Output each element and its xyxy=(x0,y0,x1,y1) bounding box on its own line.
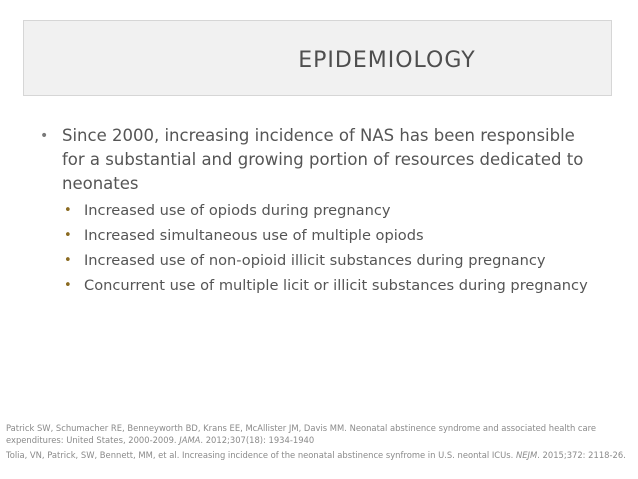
bullet-icon: • xyxy=(64,253,72,268)
bullet-icon: • xyxy=(64,278,72,293)
sub-bullet xyxy=(64,275,600,296)
reference-item xyxy=(6,449,632,461)
slide-content xyxy=(40,124,600,300)
sub-bullet-list xyxy=(40,200,600,296)
reference-journal: JAMA xyxy=(179,435,201,445)
main-bullet-text: Since 2000, increasing incidence of NAS has been responsible for a substantial and growing portion of resources dedicated to neonates xyxy=(62,126,584,193)
slide-title: EPIDEMIOLOGY xyxy=(298,48,476,73)
reference-text: Patrick SW, Schumacher RE, Benneyworth BD, Krans EE, McAllister JM, Davis MM. Neonatal abstinence syndrome and associated health care expenditures: United States, 2000-2009. xyxy=(6,423,597,445)
sub-bullet-text: Concurrent use of multiple licit or illicit substances during pregnancy xyxy=(84,277,588,294)
sub-bullet xyxy=(64,250,600,271)
sub-bullet xyxy=(64,225,600,246)
reference-text: Tolia, VN, Patrick, SW, Bennett, MM, et al. Increasing incidence of the neonatal abstinence synfrome in U.S. neontal ICUs. xyxy=(6,450,516,460)
sub-bullet-text: Increased simultaneous use of multiple opiods xyxy=(84,227,424,244)
reference-tail: . 2012;307(18): 1934-1940 xyxy=(200,435,315,445)
bullet-icon: • xyxy=(40,128,49,144)
reference-journal: NEJM xyxy=(515,450,538,460)
sub-bullet-text: Increased use of opiods during pregnancy xyxy=(84,202,391,219)
reference-tail: . 2015;372: 2118-26. xyxy=(537,450,626,460)
bullet-icon: • xyxy=(64,228,72,243)
sub-bullet xyxy=(64,200,600,221)
references xyxy=(6,422,632,464)
main-bullet xyxy=(40,124,600,196)
bullet-icon: • xyxy=(64,203,72,218)
reference-item xyxy=(6,422,632,446)
sub-bullet-text: Increased use of non-opioid illicit substances during pregnancy xyxy=(84,252,546,269)
